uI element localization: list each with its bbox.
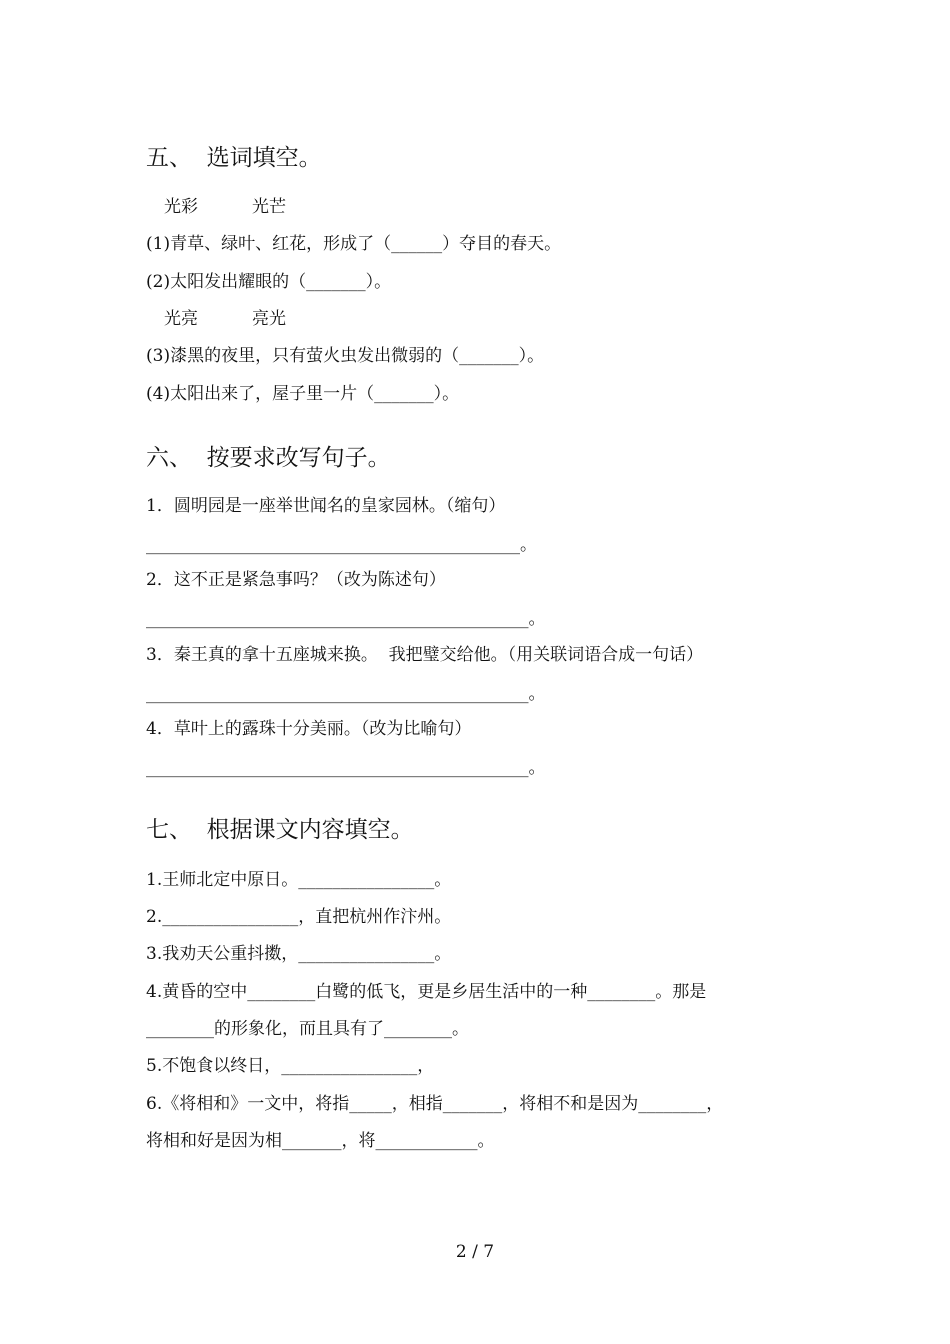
question-text: 3.我劝天公重抖擞，________________。	[146, 944, 452, 964]
question-text: 4．草叶上的露珠十分美丽。（改为比喻句）	[146, 719, 472, 739]
question-text: 2．这不正是紧急事吗？（改为陈述句）	[146, 570, 446, 590]
section-title: 七、 根据课文内容填空。	[146, 817, 414, 843]
question-text: (1)青草、绿叶、红花，形成了（______）夺目的春天。	[146, 234, 562, 254]
question-text: 6.《将相和》一文中，将指_____，相指_______，将相不和是因为________，	[146, 1094, 724, 1114]
question-text: 3．秦王真的拿十五座城来换。 我把璧交给他。（用关联词语合成一句话）	[146, 645, 704, 665]
word-options: 光亮 亮光	[164, 309, 287, 329]
answer-line: _____________________________________________。	[146, 609, 546, 629]
section-title: 六、 按要求改写句子。	[146, 445, 391, 471]
answer-line: _____________________________________________。	[146, 684, 546, 704]
question-text: 4.黄昏的空中________白鹭的低飞，更是乡居生活中的一种________。那是	[146, 982, 707, 1002]
word-options: 光彩 光芒	[164, 197, 287, 217]
question-text: 1.王师北定中原日。________________。	[146, 870, 452, 890]
question-text: 2.________________，直把杭州作汴州。	[146, 907, 452, 927]
question-text: (3)漆黑的夜里，只有萤火虫发出微弱的（_______）。	[146, 346, 545, 366]
answer-line: _____________________________________________。	[146, 758, 546, 778]
question-text: 5.不饱食以终日，________________，	[146, 1056, 435, 1076]
section-title: 五、 选词填空。	[146, 145, 322, 171]
question-text: (2)太阳发出耀眼的（_______）。	[146, 272, 392, 292]
question-text: ________的形象化，而且具有了________。	[146, 1019, 469, 1039]
question-text: 1．圆明园是一座举世闻名的皇家园林。（缩句）	[146, 496, 506, 516]
page-number: 2 / 7	[455, 1242, 495, 1262]
question-text: 将相和好是因为相_______，将____________。	[146, 1131, 495, 1151]
question-text: (4)太阳出来了，屋子里一片（_______）。	[146, 384, 460, 404]
answer-line: ____________________________________________。	[146, 535, 537, 555]
